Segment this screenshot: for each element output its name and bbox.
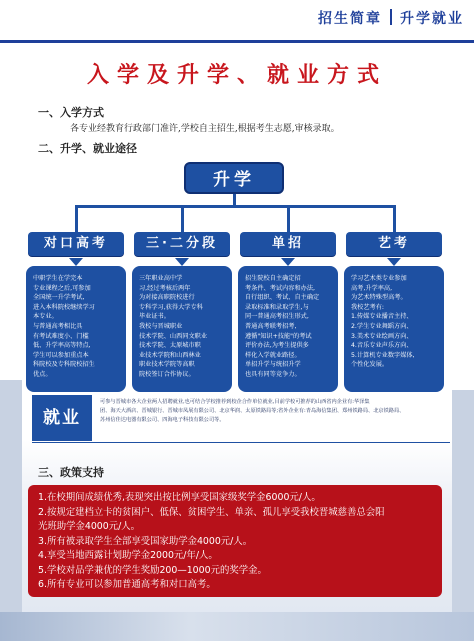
card-line: 专业课程之后,可参加 xyxy=(33,284,91,292)
header-separator xyxy=(390,9,392,25)
tree-root: 升学 xyxy=(184,162,284,194)
card-line: 考条件、考试内容和办法, xyxy=(245,284,316,292)
down-arrow-icon xyxy=(387,258,401,266)
down-arrow-icon xyxy=(175,258,189,266)
card-line: 为艺术特殊型高考。 xyxy=(351,294,407,302)
policy-item: 6.所有专业可以参加普通高考和对口高考。 xyxy=(38,579,216,590)
card-line: 院校签订合作协议。 xyxy=(139,370,195,378)
header-left: 招生简章 xyxy=(318,11,382,27)
footer-band xyxy=(0,612,474,641)
card-line: 5.计算机专业数字媒体, xyxy=(351,351,415,359)
card-line: 与普通高考相比具 xyxy=(33,322,83,330)
card-line: 进入本科院校继续学习 xyxy=(33,303,95,311)
header-tag xyxy=(318,8,464,28)
card-line: 技术学院、太原城市职 xyxy=(139,342,201,350)
card-line: 普通高考联考招考, xyxy=(245,322,297,330)
branch-label: 对口高考 xyxy=(28,232,124,256)
employment-label: 就业 xyxy=(32,395,92,441)
card-line: 1.传媒专业播音主持、 xyxy=(351,313,413,321)
down-arrow-icon xyxy=(69,258,83,266)
card-line: 全国统一升学考试, xyxy=(33,294,85,302)
down-arrow-icon xyxy=(281,258,295,266)
card-line: 我校艺考有: xyxy=(351,303,385,311)
card-line: 招生院校自主确定招 xyxy=(245,275,301,282)
branch-label: 单招 xyxy=(240,232,336,256)
page-title: 入学及升学、就业方式 xyxy=(86,62,387,88)
employment-line: 可参与晋城市各大企业两人招聘就业,也可结合学校推荐到校企合作单位就业,目前学校可推荐的山西省内企业有:华泽集 xyxy=(100,399,370,405)
card-line: 三年职业高中学 xyxy=(139,275,183,282)
card-line: 样化入学就业路径。 xyxy=(245,351,301,359)
header-rule xyxy=(0,40,474,43)
building-decoration xyxy=(0,380,22,612)
card-line: 高考,升学率高, xyxy=(351,284,393,292)
employment-text xyxy=(100,398,452,425)
tree-drop xyxy=(181,205,184,232)
section3-heading: 三、政策支持 xyxy=(38,466,104,479)
card-line: 同一普通高考招生形式, xyxy=(245,313,309,321)
card-line: 学习艺术类专业参加 xyxy=(351,275,407,282)
card-line: 录取标准和录取学生,与 xyxy=(245,303,309,311)
card-line: 4.音乐专业声乐方向、 xyxy=(351,342,413,350)
employment-line: 苏州信佳达电器有限公司、四海电子科技有限公司等。 xyxy=(100,417,225,423)
policy-box xyxy=(28,485,442,597)
tree-crossbar xyxy=(75,205,396,208)
card-line: 学生可以参加重点本 xyxy=(33,351,89,359)
card-line: 3.美术专业绘画方向、 xyxy=(351,332,413,340)
card-line: 低、升学率高等特点, xyxy=(33,342,91,350)
card-line: 评价办法,为考生提供多 xyxy=(245,342,309,350)
card-line: 我校与晋城职业 xyxy=(139,322,183,330)
card-line: 自行组织、考试、自主确定 xyxy=(245,294,320,302)
card-line: 习,经过考核后两年 xyxy=(139,284,191,292)
card-line: 也具有同等竞争力。 xyxy=(245,370,301,378)
header-right: 升学就业 xyxy=(400,11,464,27)
branch-card xyxy=(132,266,232,392)
card-line: 专科学习,获得大学专科 xyxy=(139,303,203,311)
card-line: 个性化发展。 xyxy=(351,361,389,369)
card-line: 技术学院、山西同文职业 xyxy=(139,332,208,340)
section2-heading: 二、升学、就业途径 xyxy=(38,142,137,155)
building-decoration xyxy=(452,390,474,612)
card-line: 毕业证书。 xyxy=(139,313,170,321)
card-line: 业技术学院和山西林业 xyxy=(139,351,201,359)
section1-heading: 一、入学方式 xyxy=(38,106,104,119)
tree-drop xyxy=(287,205,290,232)
branch-card xyxy=(26,266,126,392)
policy-item: 2.按规定建档立卡的贫困户、低保、贫困学生、单亲、孤儿享受我校晋城慈善总会阳 xyxy=(38,506,385,518)
card-line: 优点。 xyxy=(33,370,52,378)
policy-item: 5.学校对品学兼优的学生奖励200—1000元的奖学金。 xyxy=(38,564,267,576)
policy-item: 1.在校期间成绩优秀,表现突出按比例享受国家级奖学金6000元/人。 xyxy=(38,492,321,503)
employment-line: 团、海天大酒店、晋城银行、晋城市凤展有限公司、北京华润、太原铁路局等;省外企业有:青岛海信集团、郑州铁路局、北京铁路局、 xyxy=(100,408,405,414)
card-line: 科院校及专科院校招生 xyxy=(33,361,95,369)
card-line: 职业技术学院等高职 xyxy=(139,361,195,369)
card-line: 中职学生在学完本 xyxy=(33,275,83,282)
card-line: 为对接高职院校进行 xyxy=(139,294,195,302)
policy-item: 4.享受当地西露计划助学金2000元/年/人。 xyxy=(38,550,218,561)
branch-card xyxy=(238,266,338,392)
card-line: 有考试难度小、门槛 xyxy=(33,332,89,340)
policy-item: 3.所有被录取学生全部享受国家助学金4000元/人。 xyxy=(38,535,253,547)
branch-card xyxy=(344,266,444,392)
card-line: 遵循"知识+技能"的考试 xyxy=(245,332,312,340)
card-line: 2.学生专业舞蹈方向、 xyxy=(351,322,413,330)
branch-label: 艺考 xyxy=(346,232,442,256)
branch-label: 三·二分段 xyxy=(134,232,230,256)
employment-rule xyxy=(32,442,450,443)
section1-body: 各专业经教育行政部门准许,学校自主招生,根据考生志愿,审核录取。 xyxy=(70,124,340,134)
tree-drop xyxy=(75,205,78,232)
card-line: 单招升学与统招升学 xyxy=(245,361,301,369)
tree-drop xyxy=(393,205,396,232)
card-line: 本专业。 xyxy=(33,313,58,321)
policy-item: 光班助学金4000元/人。 xyxy=(38,521,141,532)
